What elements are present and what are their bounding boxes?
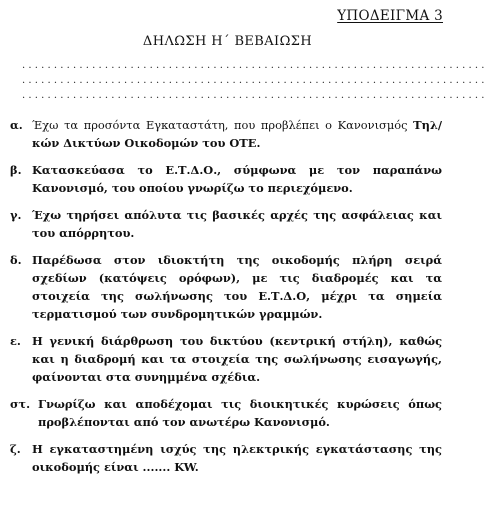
document-title: ΔΗΛΩΣΗ Η΄ ΒΕΒΑΙΩΣΗ	[142, 34, 313, 49]
item-text-normal: Έχω τα προσόντα Εγκαταστάτη, που προβλέπει ο Κανονισμός	[32, 118, 414, 132]
item-marker: α.	[10, 118, 23, 132]
item-text: Παρέδωσα στον ιδιοκτήτη της οικοδομής πλήρη σειρά σχεδίων (κατόψεις ορόφων), με τις διαδρομές και τα στοιχεία της σωλήνωσης του Ε.Τ.Δ.Ο, μέχρι τα σημεία τερματισμού των συνδρομητικών γραμμών.	[32, 253, 442, 321]
declaration-item-a	[10, 116, 442, 152]
item-text: Η γενική διάρθρωση του δικτύου (κεντρική στήλη), καθώς και η διαδρομή και τα στοιχεία της σωλήνωσης εισαγωγής, φαίνονται στα συνημμένα σχέδια.	[32, 334, 442, 384]
item-text: Κατασκεύασα το Ε.Τ.Δ.Ο., σύμφωνα με τον παραπάνω Κανονισμό, του οποίου γνωρίζω το περιεχόμενο.	[32, 163, 442, 195]
item-text: Έχω τηρήσει απόλυτα τις βασικές αρχές της ασφάλειας και του απόρρητου.	[32, 208, 442, 240]
item-marker: β.	[10, 163, 22, 177]
item-text	[32, 116, 442, 152]
declaration-item-e	[10, 332, 442, 386]
declaration-item-c	[10, 206, 442, 242]
dotted-fill-lines	[22, 58, 488, 103]
item-marker: ε.	[10, 334, 21, 348]
item-marker: ζ.	[10, 442, 21, 456]
dotted-line: .........................................................................	[22, 90, 488, 101]
dotted-line: .........................................................................	[22, 75, 488, 86]
declaration-item-st	[10, 395, 442, 431]
item-text: Η εγκαταστημένη ισχύς της ηλεκτρικής εγκατάστασης της οικοδομής είναι ....... KW.	[32, 442, 442, 474]
item-text: Γνωρίζω και αποδέχομαι τις διοικητικές κυρώσεις όπως προβλέπονται από τον ανωτέρω Κανονισμό.	[38, 397, 442, 429]
item-marker: γ.	[10, 208, 22, 222]
declaration-items	[10, 116, 442, 485]
template-label: ΥΠΟΔΕΙΓΜΑ 3	[337, 8, 443, 24]
declaration-item-b	[10, 161, 442, 197]
declaration-item-d	[10, 251, 442, 323]
item-marker: δ.	[10, 253, 22, 267]
dotted-line: .........................................................................	[22, 60, 488, 71]
item-marker: στ.	[10, 397, 31, 411]
declaration-item-z	[10, 440, 442, 476]
item-text-bold: Τηλ/κών Δικτύων Οικοδομών του ΟΤΕ.	[32, 118, 442, 150]
